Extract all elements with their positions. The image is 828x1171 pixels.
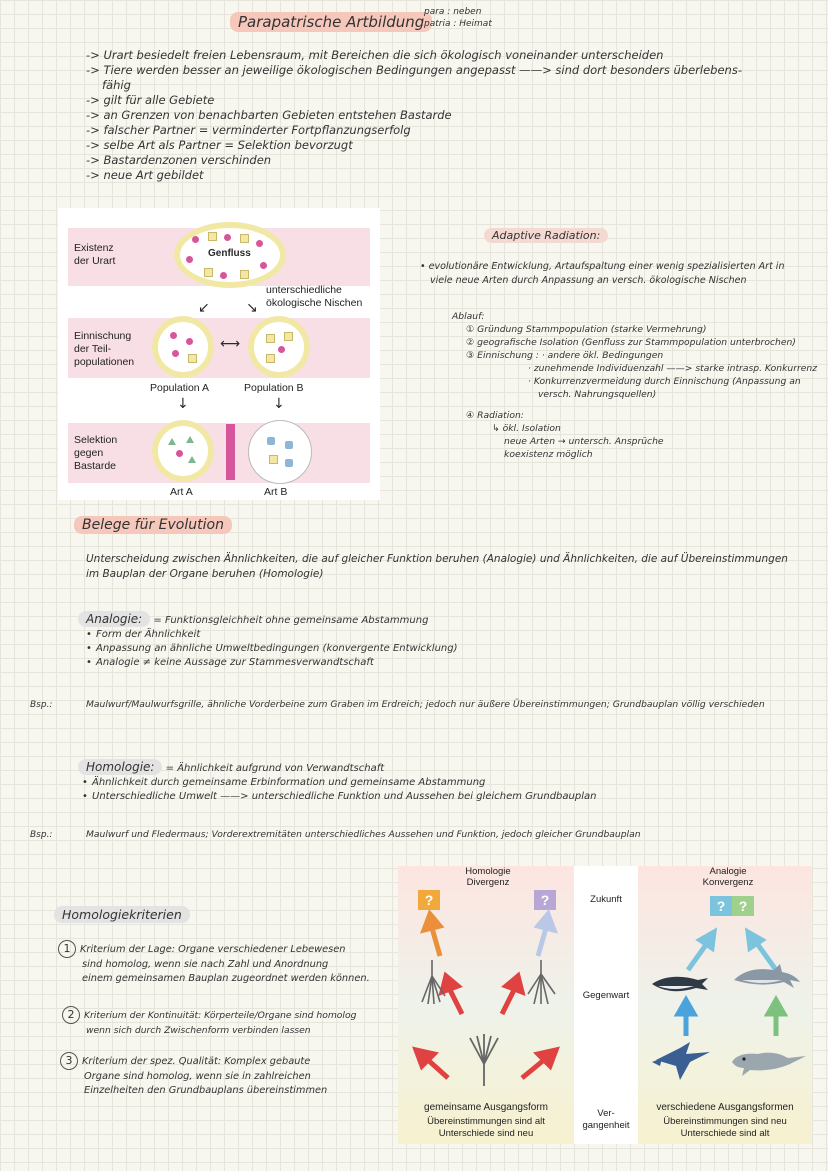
individual-square xyxy=(240,234,249,243)
limb-left-icon xyxy=(418,960,446,1006)
ablauf-step: ② geografische Isolation (Genfluss zur Stammpopulation unterbrochen) xyxy=(466,337,796,348)
row1-label: Existenz der Urart xyxy=(74,242,116,267)
individual-pentagon xyxy=(267,437,275,445)
question-box-purple: ? xyxy=(534,890,556,910)
page-title: Parapatrische Artbildung xyxy=(230,12,432,32)
ablauf-step: · zunehmende Individuenzahl ——> starke intrasp. Konkurrenz xyxy=(528,363,818,374)
arrow-blue-lower xyxy=(678,1000,694,1036)
arrow-red-4 xyxy=(522,1050,556,1078)
urart-population xyxy=(174,222,286,288)
title-note-line: patria : Heimat xyxy=(424,19,492,29)
individual-dot xyxy=(186,256,193,263)
note-line: -> neue Art gebildet xyxy=(86,168,204,182)
individual-dot xyxy=(186,338,193,345)
analogie-section xyxy=(78,612,458,670)
gegenwart-label: Gegenwart xyxy=(582,990,630,1001)
homologie-section xyxy=(78,760,596,804)
kriterium-3 xyxy=(60,1052,327,1097)
ablauf-step: ① Gründung Stammpopulation (starke Vermehrung) xyxy=(466,324,707,335)
down-arrow-b: ↓ xyxy=(273,396,285,412)
analogie-bullet: • Form der Ähnlichkeit xyxy=(86,628,458,642)
individual-dot xyxy=(220,272,227,279)
isolation-barrier xyxy=(226,424,235,480)
homology-analogy-figure xyxy=(398,866,812,1144)
homologie-bsp: Maulwurf und Fledermaus; Vorderextremitäten unterschiedliches Aussehen und Funktion, jedoch gleicher Grundbauplan xyxy=(86,829,641,840)
kriterium-text: sind homolog, wenn sie nach Zahl und Anordnung xyxy=(82,959,329,970)
parapatric-notes xyxy=(86,48,742,183)
individual-square xyxy=(208,232,217,241)
niche-label: unterschiedliche ökologische Nischen xyxy=(266,284,363,309)
kriterium-text: einem gemeinsamen Bauplan zugeordnet werden können. xyxy=(82,972,370,984)
reptile-ancestor-icon xyxy=(728,1042,808,1078)
individual-dot xyxy=(256,240,263,247)
kriterien-title: Homologiekriterien xyxy=(54,906,190,923)
individual-square xyxy=(269,455,278,464)
adaptive-line: • evolutionäre Entwicklung, Artaufspaltung einer wenig spezialisierten Art in xyxy=(420,261,785,272)
note-line: -> an Grenzen von benachbarten Gebieten entstehen Bastarde xyxy=(86,108,452,122)
homologie-bullet: • Ähnlichkeit durch gemeinsame Erbinformation und gemeinsame Abstammung xyxy=(82,776,596,790)
adaptive-ablauf xyxy=(452,310,817,461)
split-arrow-right: ↘ xyxy=(246,300,258,316)
number-badge: 3 xyxy=(60,1052,78,1070)
note-line: -> selbe Art als Partner = Selektion bevorzugt xyxy=(86,138,353,152)
ablauf-step: ③ Einnischung : · andere ökl. Bedingungen xyxy=(466,350,664,361)
arrow-blue-up xyxy=(688,932,714,970)
note-line: -> Urart besiedelt freien Lebensraum, mit Bereichen die sich ökologisch voneinander unterscheiden xyxy=(86,48,664,62)
art-a-label: Art A xyxy=(170,486,193,498)
individual-triangle xyxy=(168,438,176,445)
individual-dot xyxy=(192,236,199,243)
left-caption-body: Übereinstimmungen sind alt Unterschiede sind neu xyxy=(427,1116,545,1139)
bird-ancestor-icon xyxy=(650,1040,716,1084)
belege-line: Unterscheidung zwischen Ähnlichkeiten, die auf gleicher Funktion beruhen (Analogie) und Ähnlichkeiten, die auf Übereinstimmungen xyxy=(86,553,788,565)
note-line: fähig xyxy=(102,78,131,92)
limb-ancestor-icon xyxy=(466,1034,502,1086)
homologie-title: Homologie: xyxy=(78,759,162,775)
ablauf-step: ↳ ökl. Isolation xyxy=(492,423,561,434)
kriterium-2 xyxy=(62,1006,356,1038)
analogie-bullet: • Analogie ≠ keine Aussage zur Stammesverwandtschaft xyxy=(86,656,458,670)
dolphin-icon xyxy=(732,962,802,992)
individual-dot xyxy=(172,350,179,357)
individual-square xyxy=(240,270,249,279)
ablauf-step: versch. Nahrungsquellen) xyxy=(538,389,657,400)
analogie-definition: = Funktionsgleichheit ohne gemeinsame Abstammung xyxy=(153,615,429,626)
population-a-circle xyxy=(152,316,214,378)
genfluss-label: Genfluss xyxy=(208,248,251,259)
penguin-icon xyxy=(650,970,710,998)
adaptive-line: viele neue Arten durch Anpassung an versch. ökologische Nischen xyxy=(430,275,747,286)
population-b-label: Population B xyxy=(244,382,304,394)
left-caption-title: gemeinsame Ausgangsform xyxy=(424,1102,548,1113)
individual-dot xyxy=(224,234,231,241)
kriterium-text: wenn sich durch Zwischenform verbinden lassen xyxy=(86,1025,311,1036)
adaptive-radiation-notes xyxy=(420,260,784,288)
individual-pentagon xyxy=(285,459,293,467)
homologie-definition: = Ähnlichkeit aufgrund von Verwandtschaft xyxy=(165,763,385,774)
arrow-red-3 xyxy=(416,1050,448,1078)
note-line: -> falscher Partner = verminderter Fortpflanzungserfolg xyxy=(86,123,411,137)
analogie-title: Analogie: xyxy=(78,611,150,627)
analogie-bsp: Maulwurf/Maulwurfsgrille, ähnliche Vorderbeine zum Graben im Erdreich; jedoch nur äußere Übereinstimmungen; Grundbauplan völlig verschieden xyxy=(86,699,765,710)
right-caption-body: Übereinstimmungen sind neu Unterschiede sind alt xyxy=(663,1116,787,1139)
kriterium-text: Kriterium der Kontinuität: Körperteile/Organe sind homolog xyxy=(84,1010,357,1021)
analogie-heading: Analogie xyxy=(709,866,747,877)
population-b-circle xyxy=(248,316,310,378)
ablauf-step: ④ Radiation: xyxy=(466,410,524,421)
arrow-purple xyxy=(538,914,554,956)
individual-triangle xyxy=(186,436,194,443)
arrow-orange xyxy=(424,914,440,956)
art-b-circle xyxy=(248,420,312,484)
number-badge: 2 xyxy=(62,1006,80,1024)
individual-dot xyxy=(176,450,183,457)
genflow-double-arrow: ⟷ xyxy=(220,336,241,352)
ablauf-label: Ablauf: xyxy=(452,311,485,322)
belege-text xyxy=(86,552,788,582)
vergangenheit-label: Ver- gangenheit xyxy=(582,1108,630,1131)
individual-square xyxy=(266,334,275,343)
title-note xyxy=(424,6,492,30)
row2-label: Einnischung der Teil- populationen xyxy=(74,330,135,368)
adaptive-radiation-title: Adaptive Radiation: xyxy=(484,228,608,243)
kriterium-text: Kriterium der spez. Qualität: Komplex gebaute xyxy=(82,1056,311,1067)
konvergenz-heading: Konvergenz xyxy=(702,877,754,888)
question-box-orange: ? xyxy=(418,890,440,910)
individual-square xyxy=(266,354,275,363)
question-box-blue: ? xyxy=(710,896,732,916)
art-a-circle xyxy=(152,420,214,482)
ablauf-step: · Konkurrenzvermeidung durch Einnischung (Anpassung an xyxy=(528,376,801,387)
arrow-green-lower xyxy=(768,1000,784,1036)
arrow-red-2 xyxy=(502,976,522,1014)
individual-square xyxy=(284,332,293,341)
title-note-line: para : neben xyxy=(424,7,482,17)
limb-right-icon xyxy=(526,960,556,1006)
population-a-inner xyxy=(158,322,208,372)
individual-square xyxy=(204,268,213,277)
analogie-bullet: • Anpassung an ähnliche Umweltbedingungen (konvergente Entwicklung) xyxy=(86,642,458,656)
individual-dot xyxy=(278,346,285,353)
kriterium-text: Organe sind homolog, wenn sie in zahlreichen xyxy=(84,1071,311,1082)
art-b-label: Art B xyxy=(264,486,288,498)
right-caption-title: verschiedene Ausgangsformen xyxy=(656,1102,794,1113)
homologie-bullet: • Unterschiedliche Umwelt ——> unterschiedliche Funktion und Aussehen bei gleichem Grundbauplan xyxy=(82,790,596,804)
kriterium-1 xyxy=(58,940,370,985)
number-badge: 1 xyxy=(58,940,76,958)
homologie-heading: Homologie xyxy=(465,866,511,877)
kriterium-text: Einzelheiten den Grundbauplans übereinstimmen xyxy=(84,1084,328,1096)
kriterium-text: Kriterium der Lage: Organe verschiedener Lebewesen xyxy=(80,944,346,955)
note-line: -> Bastardenzonen verschinden xyxy=(86,153,272,167)
individual-square xyxy=(188,354,197,363)
note-line: -> gilt für alle Gebiete xyxy=(86,93,215,107)
split-arrow-left: ↙ xyxy=(198,300,210,316)
divergenz-heading: Divergenz xyxy=(466,877,510,888)
individual-pentagon xyxy=(285,441,293,449)
row3-label: Selektion gegen Bastarde xyxy=(74,434,118,472)
individual-dot xyxy=(260,262,267,269)
speciation-figure xyxy=(58,208,380,500)
individual-dot xyxy=(170,332,177,339)
belege-title: Belege für Evolution xyxy=(74,516,232,534)
ablauf-step: koexistenz möglich xyxy=(504,449,593,460)
ablauf-step: neue Arten → untersch. Ansprüche xyxy=(504,436,664,447)
homologie-bsp-label: Bsp.: xyxy=(30,830,53,840)
note-line: -> Tiere werden besser an jeweilige ökologischen Bedingungen angepasst ——> sind dort besonders überlebens- xyxy=(86,63,742,77)
belege-line: im Bauplan der Organe beruhen (Homologie) xyxy=(86,568,324,580)
individual-triangle xyxy=(188,456,196,463)
zukunft-label: Zukunft xyxy=(590,894,622,905)
art-a-inner xyxy=(158,426,208,476)
population-a-label: Population A xyxy=(150,382,209,394)
down-arrow-a: ↓ xyxy=(177,396,189,412)
question-box-green: ? xyxy=(732,896,754,916)
analogie-bsp-label: Bsp.: xyxy=(30,700,53,710)
